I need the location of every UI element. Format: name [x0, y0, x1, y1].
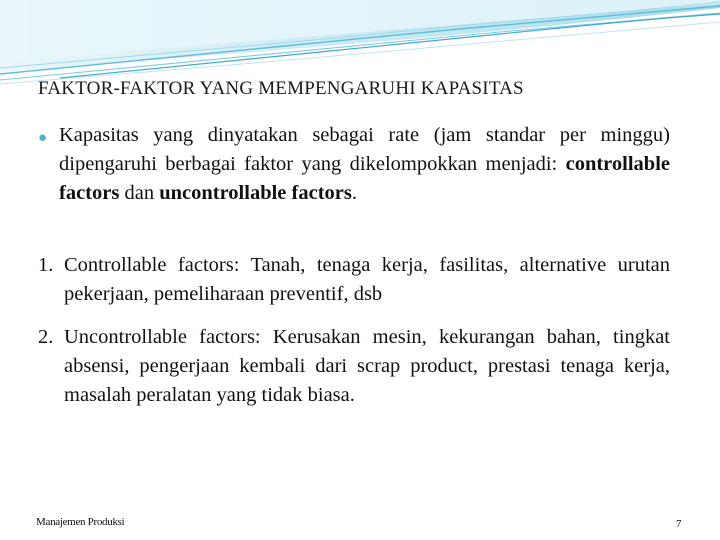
list-item-text: Controllable factors: Tanah, tenaga kerja, fasilitas, alternative urutan pekerjaan, pemeliharaan preventif, dsb: [64, 254, 670, 305]
list-item-text: Uncontrollable factors: Kerusakan mesin, kekurangan bahan, tingkat absensi, pengerjaan kembali dari scrap product, prestasi tenaga kerja, masalah peralatan yang tidak biasa.: [64, 326, 670, 406]
list-item-number: 2.: [38, 326, 54, 348]
list-item-uncontrollable: [38, 323, 670, 410]
page-number: 7: [676, 518, 682, 530]
bullet-paragraph: [38, 121, 670, 208]
slide-title: FAKTOR-FAKTOR YANG MEMPENGARUHI KAPASITAS: [38, 78, 524, 99]
bullet-dot-icon: ●: [38, 130, 48, 146]
header-wave-decoration: [0, 0, 720, 90]
footer-course-name: Manajemen Produksi: [36, 516, 125, 528]
bullet-bold-controllable: controllable factors: [59, 153, 670, 204]
bullet-text-middle: dan: [119, 182, 160, 204]
list-item-number: 1.: [38, 254, 54, 276]
bullet-text: [59, 121, 670, 208]
bullet-text-before: Kapasitas yang dinyatakan sebagai rate (jam standar per minggu) dipengaruhi berbagai faktor yang dikelompokkan menjadi:: [59, 124, 670, 175]
bullet-bold-uncontrollable: uncontrollable factors: [159, 182, 352, 204]
list-item-controllable: [38, 251, 670, 309]
bullet-text-after: .: [351, 182, 357, 204]
